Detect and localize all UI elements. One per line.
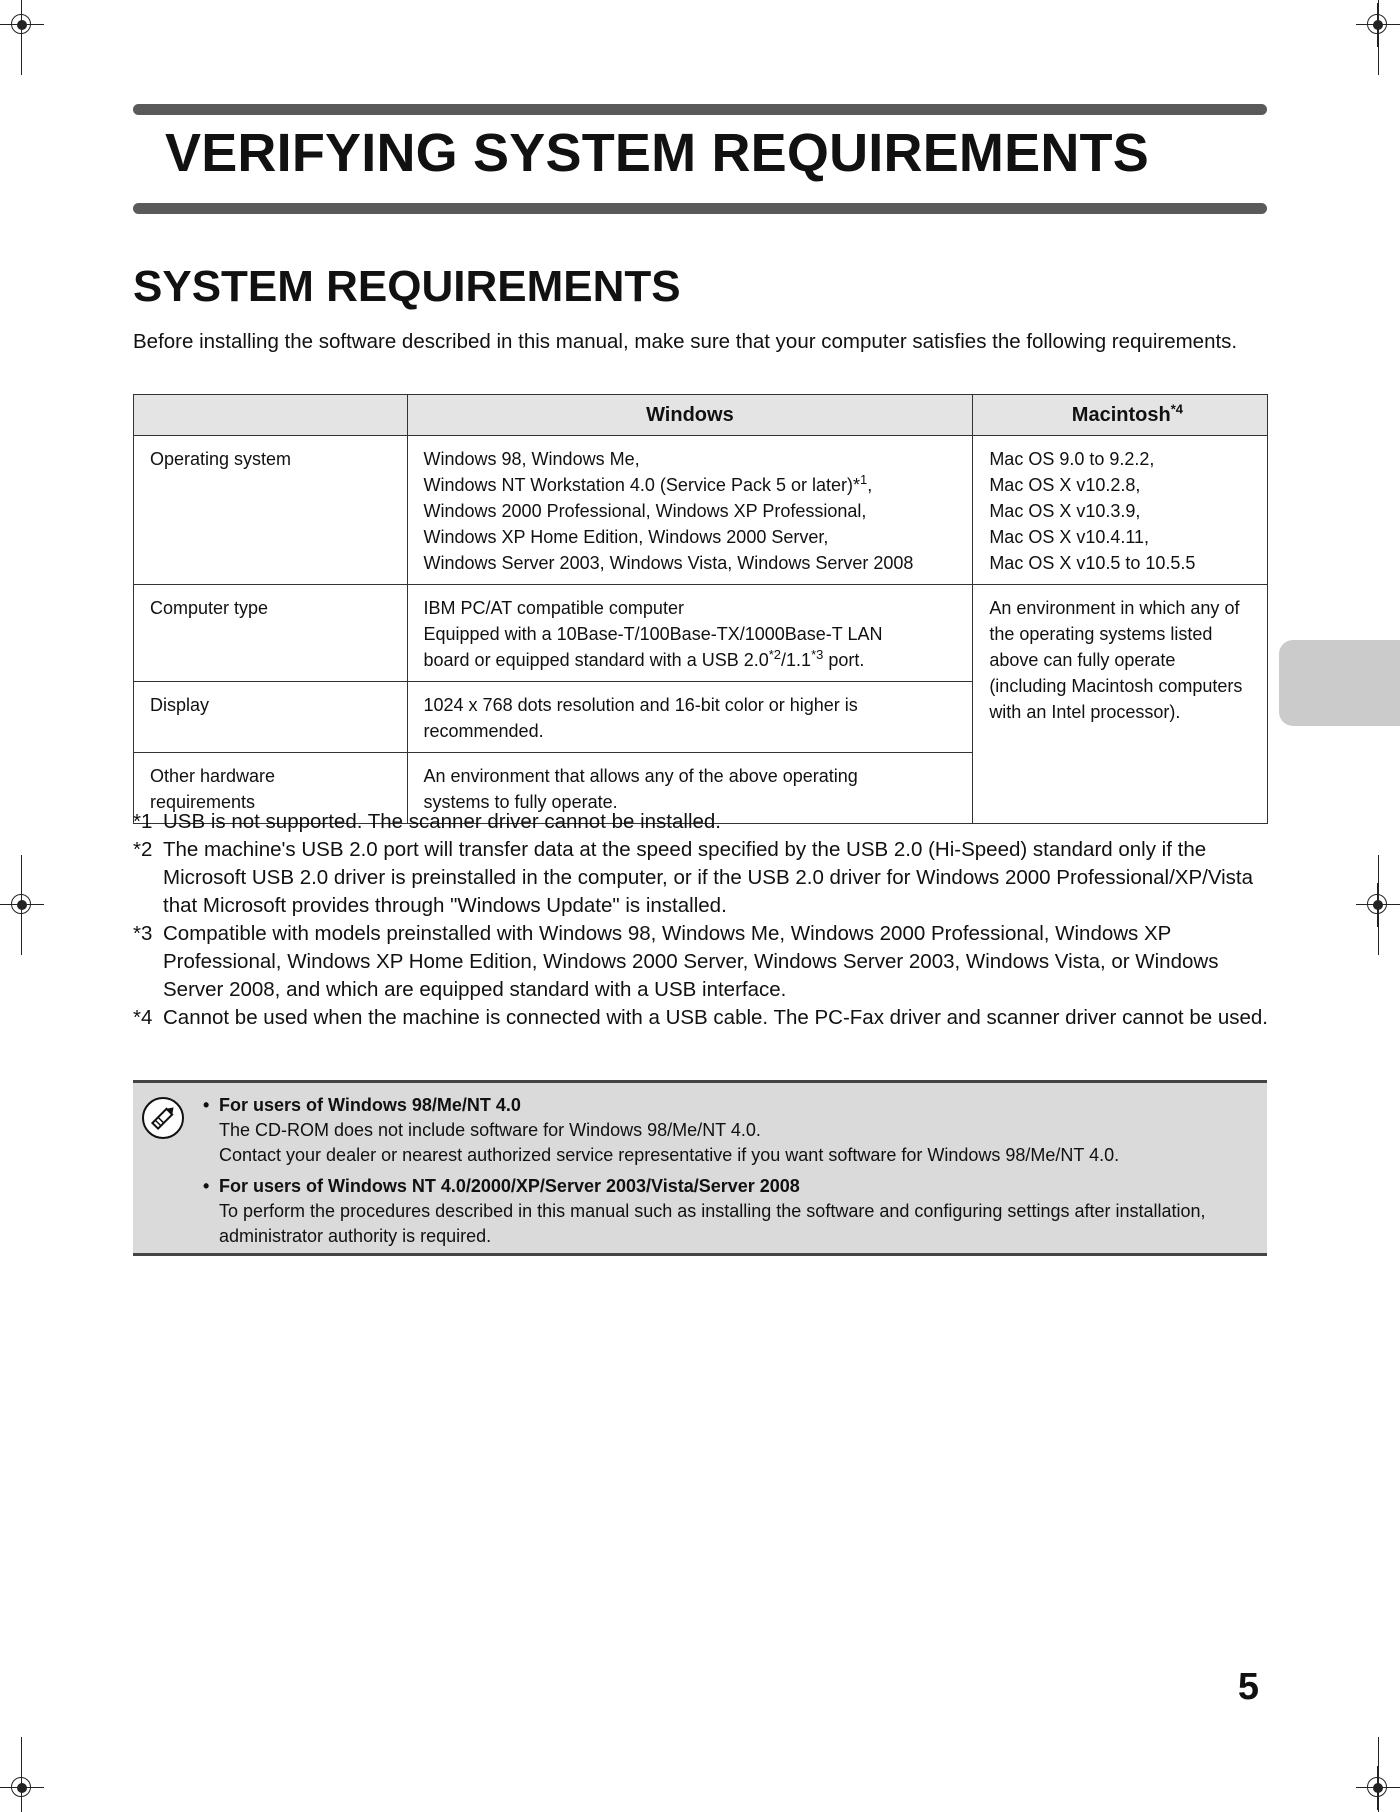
- title-rule-bottom: [133, 203, 1267, 214]
- page-title: VERIFYING SYSTEM REQUIREMENTS: [165, 123, 1149, 183]
- trim-line: [21, 1737, 22, 1812]
- trim-line: [1378, 1737, 1379, 1812]
- trim-line: [21, 855, 22, 955]
- registration-mark-top-left: [0, 3, 44, 47]
- note-item: • For users of Windows NT 4.0/2000/XP/Server 2003/Vista/Server 2008 To perform the procedures described in this manual such as installing the software and configuring settings after installation, administrator authority is required.: [203, 1176, 1206, 1246]
- registration-mark-bottom-left: [0, 1766, 44, 1810]
- footnote-2: *2 The machine's USB 2.0 port will transfer data at the speed specified by the USB 2.0 (Hi-Speed) standard only if the Microsoft USB 2.0 driver is preinstalled in the computer, or if the USB 2.0 driver for Windows 2000 Professional/XP/Vista that Microsoft provides through "Windows Update" is installed.: [133, 838, 1254, 917]
- trim-line: [1378, 855, 1379, 955]
- chapter-tab: [1279, 640, 1400, 726]
- mac-os-cell: Mac OS 9.0 to 9.2.2, Mac OS X v10.2.8, Mac OS X v10.3.9, Mac OS X v10.4.11, Mac OS X v10.5 to 10.5.5: [973, 436, 1268, 585]
- note-box: [133, 1080, 1267, 1256]
- footnote-1: *1 USB is not supported. The scanner driver cannot be installed.: [133, 810, 721, 833]
- registration-mark-mid-left: [0, 883, 44, 927]
- windows-os-cell: Windows 98, Windows Me, Windows NT Workstation 4.0 (Service Pack 5 or later)*$^1$, Windows 2000 Professional, Windows XP Professional, Windows XP Home Edition, Windows 2000 Server, Windows Server 2003, Windows Vista, Windows Server 2008: [407, 436, 973, 585]
- windows-display-cell: 1024 x 768 dots resolution and 16-bit color or higher is recommended.: [407, 682, 973, 753]
- header-windows: Windows: [407, 395, 973, 436]
- requirements-table: [133, 394, 1268, 824]
- note-item: • For users of Windows 98/Me/NT 4.0 The CD-ROM does not include software for Windows 98/Me/NT 4.0. Contact your dealer or nearest authorized service representative if you want software for Windows 98/Me/NT 4.0.: [203, 1095, 1120, 1165]
- table-row-computer-type: [134, 585, 1268, 682]
- row-label: Operating system: [134, 436, 408, 585]
- table-row-operating-system: [134, 436, 1268, 585]
- mac-environment-cell: An environment in which any of the operating systems listed above can fully operate (including Macintosh computers with an Intel processor).: [973, 585, 1268, 824]
- footnotes: [133, 808, 1273, 1032]
- page-number: 5: [1237, 1666, 1259, 1708]
- pencil-icon: [144, 1099, 182, 1137]
- header-blank-cell: [134, 395, 408, 436]
- trim-line: [1378, 0, 1379, 75]
- windows-computer-cell: IBM PC/AT compatible computer Equipped with a 10Base-T/100Base-TX/1000Base-T LAN board or equipped standard with a USB 2.0$^{*2}$/1.1$^{*3}$ port.: [407, 585, 973, 682]
- footnote-3: *3 Compatible with models preinstalled with Windows 98, Windows Me, Windows 2000 Professional, Windows XP Professional, Windows XP Home Edition, Windows 2000 Server, Windows Server 2003, Windows Vista, or Windows Server 2008, and which are equipped standard with a USB interface.: [133, 922, 1219, 1001]
- table-header-row: [134, 395, 1268, 436]
- row-label: Other hardware requirements: [134, 753, 408, 824]
- note-pencil-icon: [142, 1097, 184, 1139]
- windows-other-cell: An environment that allows any of the above operating systems to fully operate.: [407, 753, 973, 824]
- section-title: SYSTEM REQUIREMENTS: [133, 262, 681, 311]
- trim-line: [21, 0, 22, 75]
- title-rule-top: [133, 104, 1267, 115]
- row-label: Computer type: [134, 585, 408, 682]
- row-label: Display: [134, 682, 408, 753]
- note-list: [203, 1093, 1253, 1255]
- footnote-4: *4 Cannot be used when the machine is connected with a USB cable. The PC-Fax driver and scanner driver cannot be used.: [133, 1006, 1268, 1029]
- intro-paragraph: Before installing the software described in this manual, make sure that your computer satisfies the following requirements.: [133, 330, 1238, 353]
- header-macintosh: Macintosh$^{*4}$: [973, 395, 1268, 436]
